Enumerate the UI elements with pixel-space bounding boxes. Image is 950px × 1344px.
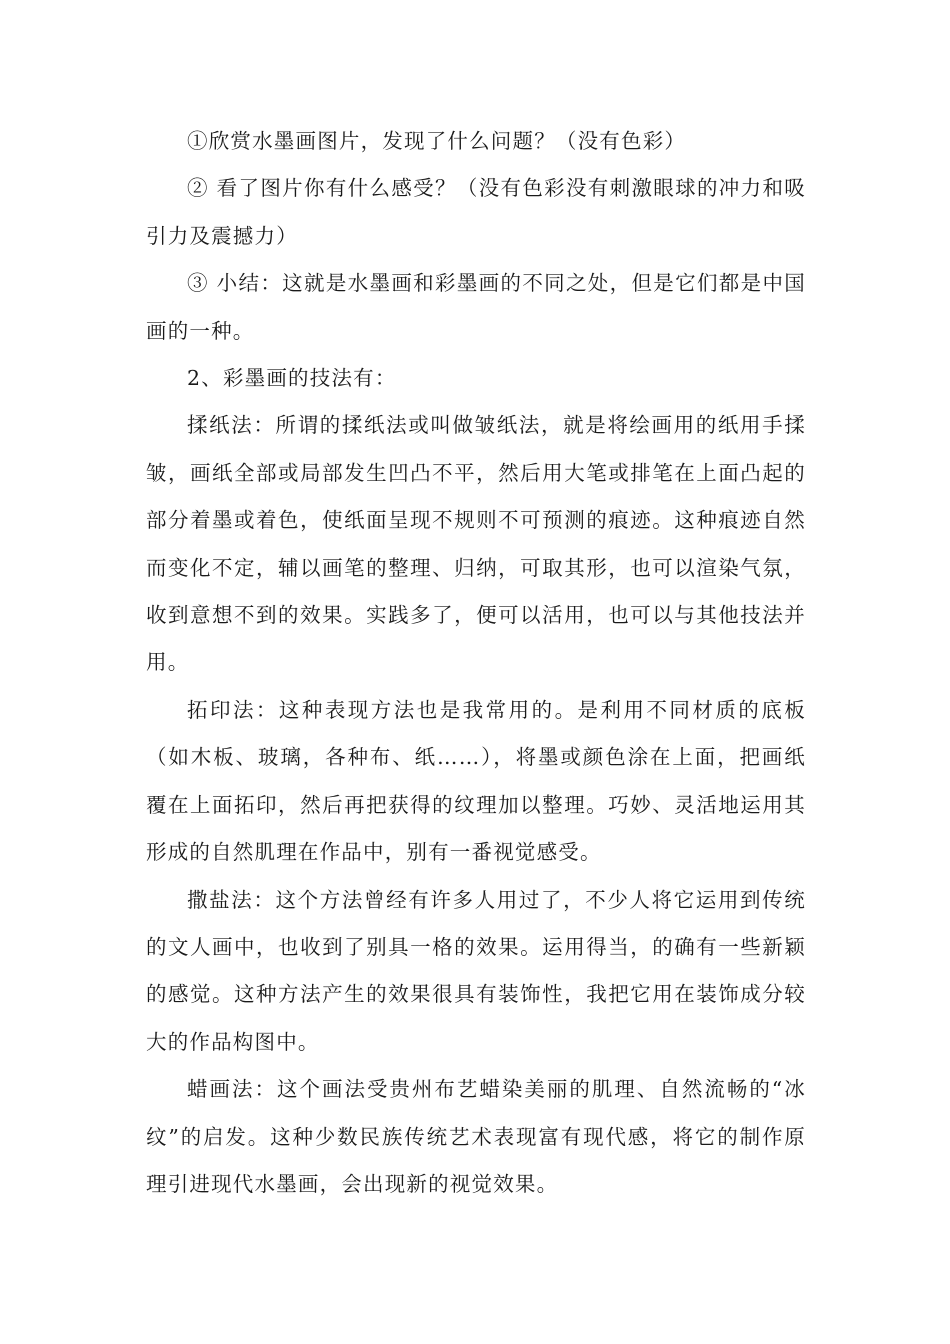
paragraph-question-1: ①欣赏水墨画图片，发现了什么问题？（没有色彩）: [187, 129, 687, 153]
paragraph-wax: 蜡画法：这个画法受贵州布艺蜡染美丽的肌理、自然流畅的“冰纹”的启发。这种少数民族传统艺术表现富有现代感，将它的制作原理引进现代水墨画，会出现新的视觉效果。: [146, 1077, 806, 1196]
paragraph-section-heading: 2、彩墨画的技法有：: [187, 366, 397, 391]
paragraph-question-2: ② 看了图片你有什么感受？（没有色彩没有刺激眼球的冲力和吸引力及震撼力）: [146, 176, 806, 248]
paragraph-salt: 撒盐法：这个方法曾经有许多人用过了，不少人将它运用到传统的文人画中，也收到了别具一格的效果。运用得当，的确有一些新颖的感觉。这种方法产生的效果很具有装饰性，我把它用在装饰成分较大的作品构图中。: [146, 887, 806, 1054]
paragraph-summary: ③ 小结：这就是水墨画和彩墨画的不同之处，但是它们都是中国画的一种。: [146, 271, 806, 343]
document-body: [146, 118, 806, 1208]
paragraph-rubbing: 拓印法：这种表现方法也是我常用的。是利用不同材质的底板（如木板、玻璃，各种布、纸……），将墨或颜色涂在上面，把画纸覆在上面拓印，然后再把获得的纹理加以整理。巧妙、灵活地运用其形成的自然肌理在作品中，别有一番视觉感受。: [146, 697, 806, 865]
paragraph-crumpled-paper: 揉纸法：所谓的揉纸法或叫做皱纸法，就是将绘画用的纸用手揉皱，画纸全部或局部发生凹凸不平，然后用大笔或排笔在上面凸起的部分着墨或着色，使纸面呈现不规则不可预测的痕迹。这种痕迹自然而变化不定，辅以画笔的整理、归纳，可取其形，也可以渲染气氛，收到意想不到的效果。实践多了，便可以活用，也可以与其他技法并用。: [146, 413, 806, 675]
